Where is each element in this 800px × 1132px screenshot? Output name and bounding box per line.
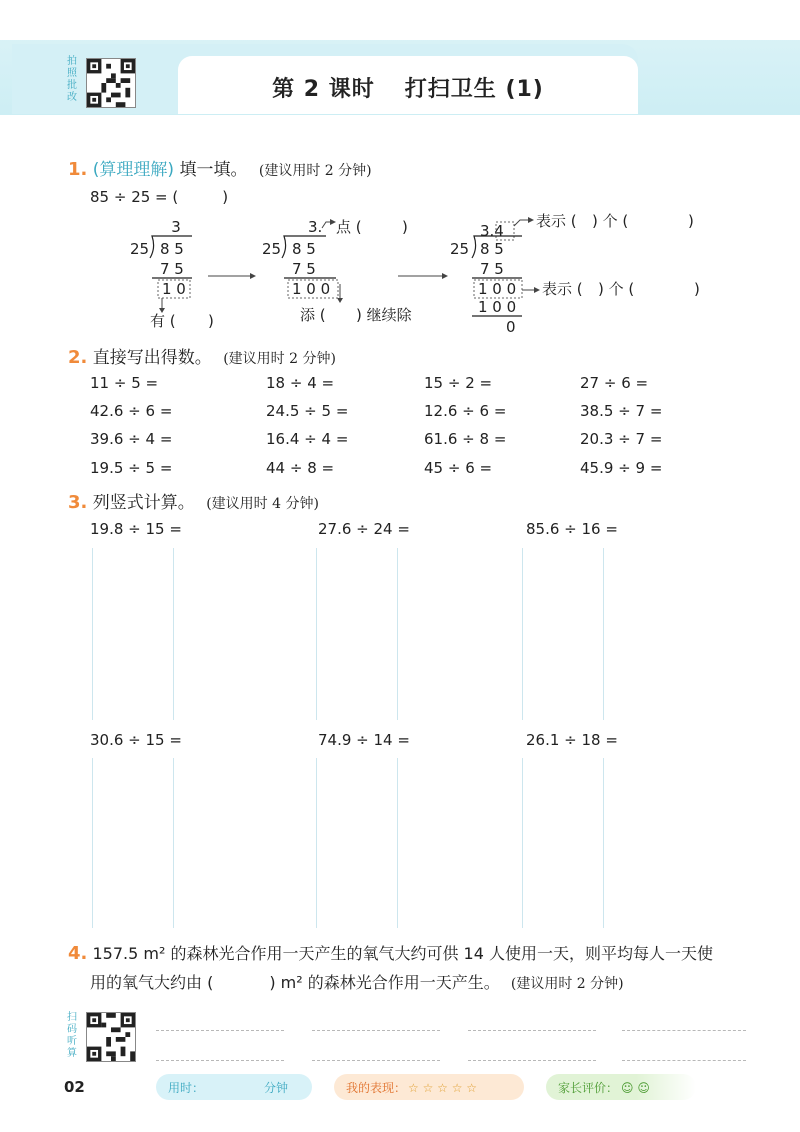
answer-line[interactable] <box>468 1030 596 1031</box>
time-unit-label: 分钟 <box>264 1081 289 1095</box>
d1-quotient: 3 <box>171 218 181 236</box>
d2-quotient: 3. <box>308 218 323 236</box>
d3-dividend: 8 5 <box>480 240 504 258</box>
star-icon[interactable]: ☆ ☆ ☆ ☆ ☆ <box>408 1081 478 1095</box>
q2-item: 15 ÷ 2 = <box>424 374 493 392</box>
qr-code-top[interactable] <box>86 58 136 108</box>
q2-item: 39.6 ÷ 4 = <box>90 430 173 448</box>
q2-item: 27 ÷ 6 = <box>580 374 649 392</box>
d1-note: 有 ( <box>150 312 176 330</box>
answer-line[interactable] <box>468 1060 596 1061</box>
time-used-pill[interactable] <box>156 1074 312 1100</box>
d3-remainder: 1 0 0 <box>478 280 517 298</box>
d3-note-top-mid: ) 个 ( <box>592 212 629 230</box>
work-area[interactable] <box>92 548 174 720</box>
q2-item: 61.6 ÷ 8 = <box>424 430 507 448</box>
page-title <box>180 72 636 103</box>
d3-subtract-2: 1 0 0 <box>478 298 517 316</box>
d1-dividend: 8 5 <box>160 240 184 258</box>
answer-line[interactable] <box>156 1030 284 1031</box>
answer-line[interactable] <box>312 1030 440 1031</box>
lesson-number: 第 2 课时 <box>272 77 375 102</box>
d2-subtract: 7 5 <box>292 260 316 278</box>
division-step-1 <box>130 218 256 330</box>
d3-note-mid-mid: ) 个 ( <box>598 280 635 298</box>
q2-text: 直接写出得数。 <box>92 348 212 368</box>
header-top-strip <box>0 0 800 40</box>
work-area[interactable] <box>522 548 604 720</box>
d3-subtract: 7 5 <box>480 260 504 278</box>
d1-remainder: 1 0 <box>162 280 186 298</box>
q3-item: 30.6 ÷ 15 = <box>90 731 182 749</box>
q2-item: 12.6 ÷ 6 = <box>424 402 507 420</box>
d3-note-top: 表示 ( <box>536 212 577 230</box>
d2-divisor: 25 <box>262 240 282 258</box>
d3-divisor: 25 <box>450 240 470 258</box>
time-used-label: 用时： <box>168 1081 205 1095</box>
qr-code-icon <box>87 59 135 107</box>
q2-item: 45 ÷ 6 = <box>424 459 493 477</box>
answer-line[interactable] <box>622 1030 746 1031</box>
q2-item: 45.9 ÷ 9 = <box>580 459 663 477</box>
q2-item: 19.5 ÷ 5 = <box>90 459 173 477</box>
q3-item: 74.9 ÷ 14 = <box>318 731 410 749</box>
lesson-title: 打扫卫生 (1) <box>404 77 544 102</box>
self-rating-label: 我的表现： <box>346 1081 407 1095</box>
q2-hint: (建议用时 2 分钟) <box>223 351 336 367</box>
division-step-3 <box>450 212 700 336</box>
q3-item: 19.8 ÷ 15 = <box>90 520 182 538</box>
q1-text: 填一填。 <box>179 160 248 180</box>
d3-final: 0 <box>506 318 516 336</box>
q2-item: 20.3 ÷ 7 = <box>580 430 663 448</box>
q2-item: 24.5 ÷ 5 = <box>266 402 349 420</box>
d2-dividend: 8 5 <box>292 240 316 258</box>
d2-note-point-close: ) <box>402 218 408 236</box>
d1-note-close: ) <box>208 312 214 330</box>
photo-grade-label: 拍照批改 <box>67 56 77 103</box>
work-area[interactable] <box>92 758 174 928</box>
answer-line[interactable] <box>156 1060 284 1061</box>
q2-item: 38.5 ÷ 7 = <box>580 402 663 420</box>
d3-note-mid: 表示 ( <box>542 280 583 298</box>
q1-title <box>68 155 372 180</box>
d2-note-add: 添 ( <box>300 306 326 324</box>
self-rating-pill[interactable] <box>334 1074 524 1100</box>
q4-line-2: 用的氧气大约由 ( ) m² 的森林光合作用一天产生。 (建议用时 2 分钟) <box>90 973 624 992</box>
q2-number: 2. <box>68 347 88 368</box>
scan-listen-label: 扫码听算 <box>67 1012 77 1059</box>
answer-line[interactable] <box>622 1060 746 1061</box>
q4-text-line1: 157.5 m² 的森林光合作用一天产生的氧气大约可供 14 人使用一天，则平均每人一天使 <box>92 944 713 963</box>
work-area[interactable] <box>316 548 398 720</box>
q2-item: 42.6 ÷ 6 = <box>90 402 173 420</box>
q3-title <box>68 488 319 513</box>
q3-number: 3. <box>68 492 88 513</box>
page-number: 02 <box>64 1078 85 1096</box>
q2-item: 18 ÷ 4 = <box>266 374 335 392</box>
q1-hint: (建议用时 2 分钟) <box>258 163 372 179</box>
answer-line[interactable] <box>312 1060 440 1061</box>
q3-hint: (建议用时 4 分钟) <box>206 496 319 512</box>
d2-remainder: 1 0 0 <box>292 280 331 298</box>
q2-item: 11 ÷ 5 = <box>90 374 159 392</box>
q3-item: 85.6 ÷ 16 = <box>526 520 618 538</box>
qr-code-icon <box>87 1013 135 1061</box>
d3-note-top-close: ) <box>688 212 694 230</box>
long-division-diagram <box>100 214 720 340</box>
q1-tag: (算理理解) <box>92 160 175 180</box>
d1-subtract: 7 5 <box>160 260 184 278</box>
smiley-icon[interactable]: ☺ ☺ <box>621 1081 650 1095</box>
q1-number: 1. <box>68 159 88 180</box>
q2-item: 44 ÷ 8 = <box>266 459 335 477</box>
q3-text: 列竖式计算。 <box>92 493 195 513</box>
d2-note-add-close: ) 继续除 <box>356 306 412 324</box>
parent-rating-label: 家长评价： <box>558 1081 619 1095</box>
parent-rating-pill[interactable] <box>546 1074 696 1100</box>
work-area[interactable] <box>316 758 398 928</box>
q4-hint: (建议用时 2 分钟) <box>510 976 624 992</box>
q2-item: 16.4 ÷ 4 = <box>266 430 349 448</box>
q3-item: 27.6 ÷ 24 = <box>318 520 410 538</box>
qr-code-bottom[interactable] <box>86 1012 136 1062</box>
q4-number: 4. <box>68 943 88 964</box>
d3-note-mid-close: ) <box>694 280 700 298</box>
d1-divisor: 25 <box>130 240 150 258</box>
division-step-2 <box>262 218 448 324</box>
work-area[interactable] <box>522 758 604 928</box>
d3-quotient: 3.4 <box>480 222 504 240</box>
q2-title <box>68 343 336 368</box>
q1-expression: 85 ÷ 25 = ( ) <box>90 188 229 206</box>
q3-item: 26.1 ÷ 18 = <box>526 731 618 749</box>
q4-line-1 <box>68 941 768 964</box>
d2-note-point: 点 ( <box>336 218 362 236</box>
